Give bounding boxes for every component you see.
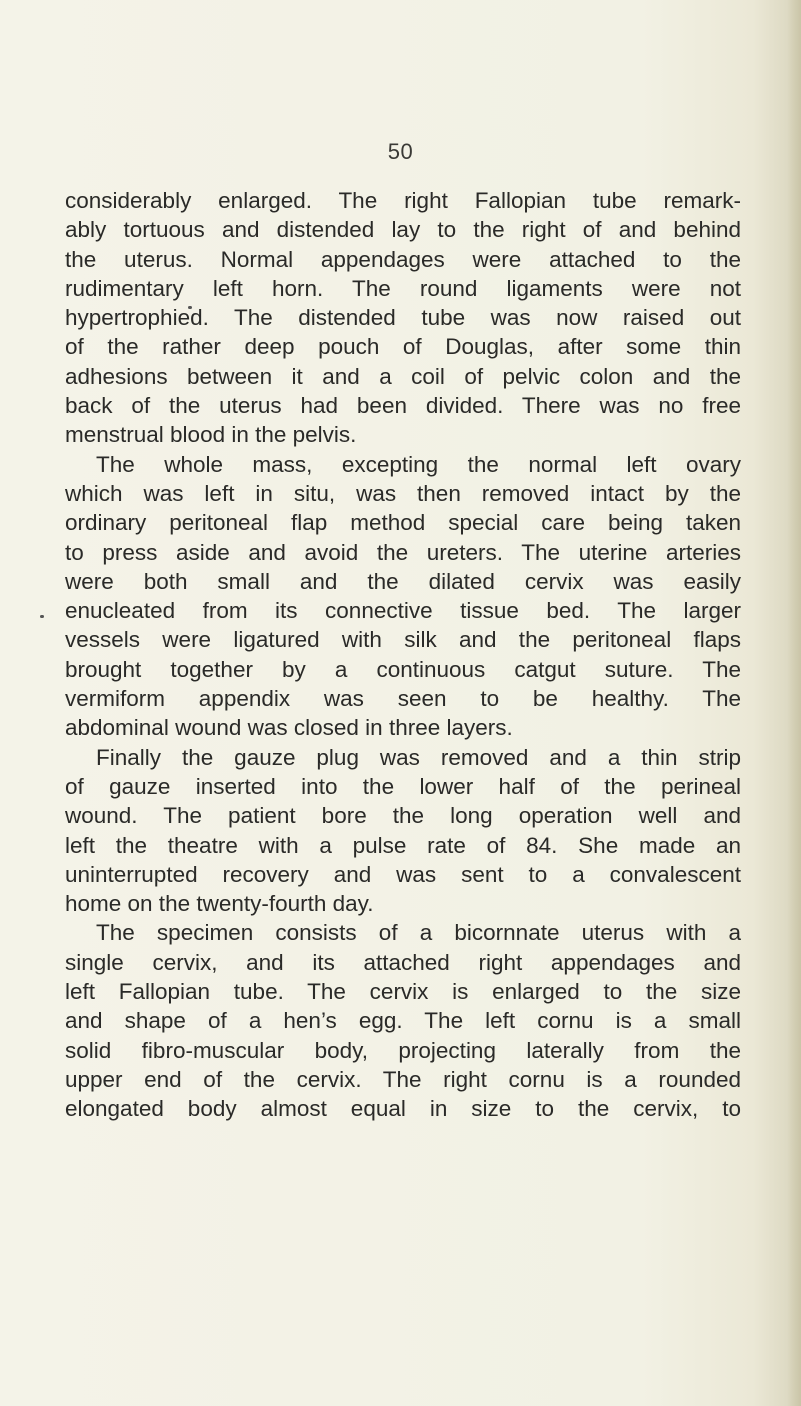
text-line: vessels were ligatured with silk and the peritoneal flaps	[65, 627, 741, 653]
text-line: adhesions between it and a coil of pelvic colon and the	[65, 363, 741, 389]
text-line: hypertrophied. The distended tube was now raised out	[65, 305, 741, 331]
text-line: The whole mass, excepting the normal left ovary	[96, 451, 741, 477]
text-line: of the rather deep pouch of Douglas, after some thin	[65, 334, 741, 360]
body-text	[65, 186, 741, 1124]
text-line: wound. The patient bore the long operation well and	[65, 803, 741, 829]
text-line: home on the twenty-fourth day.	[65, 891, 374, 917]
page-number: 50	[387, 139, 414, 164]
text-line: Finally the gauze plug was removed and a thin strip	[96, 744, 741, 770]
text-line: The specimen consists of a bicornnate uterus with a	[96, 920, 741, 946]
text-line: ably tortuous and distended lay to the right of and behind	[65, 217, 741, 243]
text-line: menstrual blood in the pelvis.	[65, 422, 357, 448]
text-line: which was left in situ, was then removed intact by the	[65, 480, 741, 506]
text-line: back of the uterus had been divided. There was no free	[65, 393, 741, 419]
text-line: were both small and the dilated cervix was easily	[65, 568, 741, 594]
text-line: single cervix, and its attached right appendages and	[65, 949, 741, 975]
text-line: elongated body almost equal in size to the cervix, to	[65, 1096, 741, 1122]
text-line: vermiform appendix was seen to be healthy. The	[65, 686, 741, 712]
text-line: rudimentary left horn. The round ligaments were not	[65, 275, 741, 301]
text-line: the uterus. Normal appendages were attached to the	[65, 246, 741, 272]
text-line: to press aside and avoid the ureters. The uterine arteries	[65, 539, 741, 565]
text-line: upper end of the cervix. The right cornu is a rounded	[65, 1066, 741, 1092]
text-line: abdominal wound was closed in three layers.	[65, 715, 513, 741]
ink-speck	[40, 615, 44, 618]
text-line: brought together by a continuous catgut suture. The	[65, 656, 741, 682]
page-edge-shadow	[787, 0, 801, 1406]
text-line: left the theatre with a pulse rate of 84. She made an	[65, 832, 741, 858]
text-line: solid fibro-muscular body, projecting laterally from the	[65, 1037, 741, 1063]
text-line: left Fallopian tube. The cervix is enlarged to the size	[65, 979, 741, 1005]
text-line: considerably enlarged. The right Fallopian tube remark-	[65, 188, 741, 213]
text-line: ordinary peritoneal flap method special care being taken	[65, 510, 741, 536]
text-line: enucleated from its connective tissue bed. The larger	[65, 598, 741, 624]
text-line: uninterrupted recovery and was sent to a convalescent	[65, 861, 741, 887]
text-line: of gauze inserted into the lower half of the perineal	[65, 773, 741, 799]
text-line: and shape of a hen’s egg. The left cornu is a small	[65, 1008, 741, 1034]
